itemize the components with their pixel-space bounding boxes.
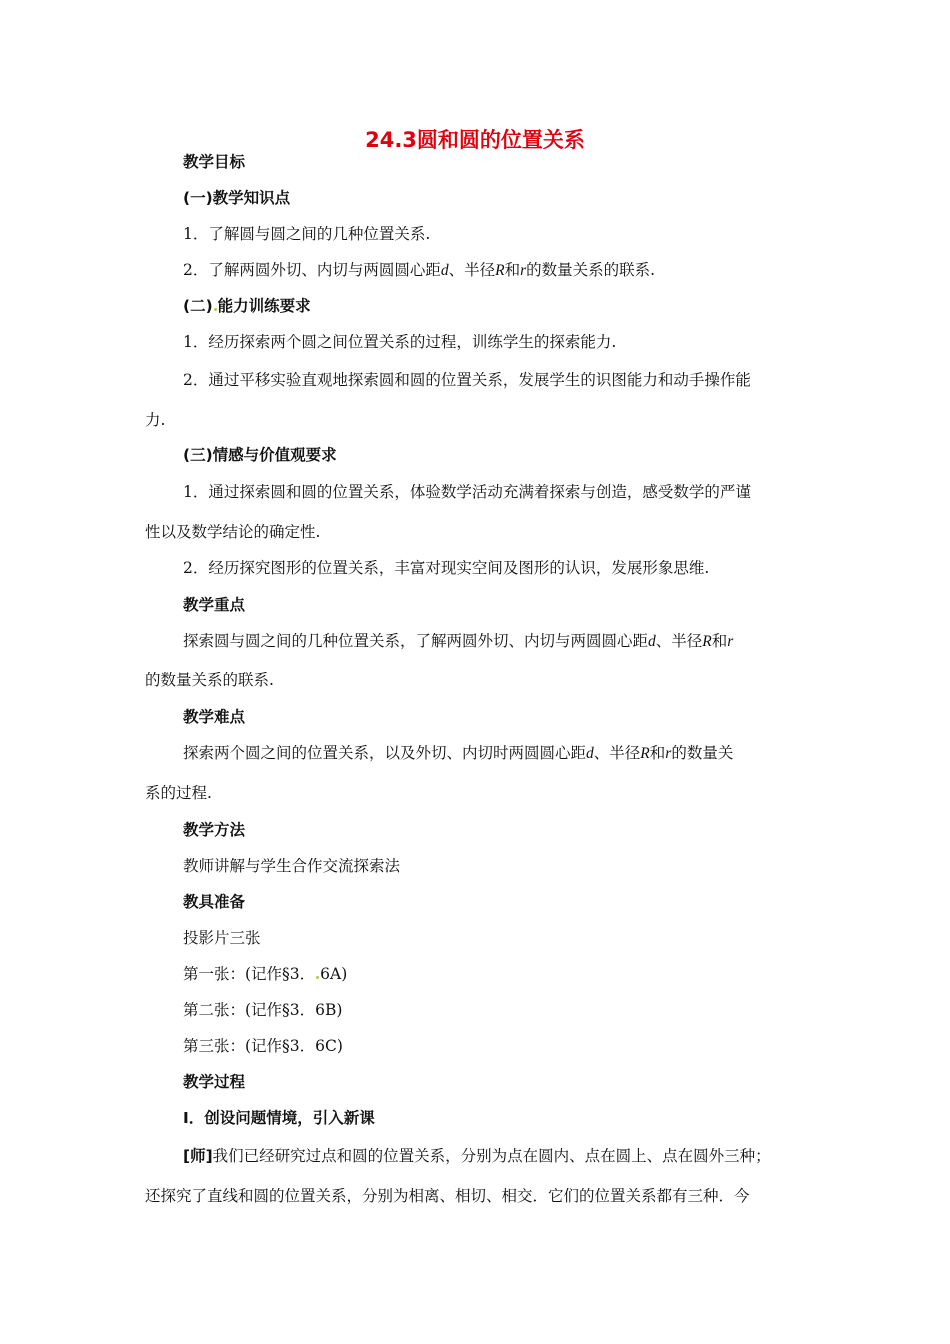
text-segment: 的数量关 [671, 744, 734, 762]
text-segment: (二) [183, 297, 213, 315]
variable-d: d [586, 745, 594, 762]
heading-teaching-tools: 教具准备 [183, 893, 246, 911]
ability-item-2-line-2: 力. [145, 411, 166, 429]
variable-d: d [440, 262, 449, 279]
slide-item-2: 第二张：(记作§3．6B) [183, 1001, 343, 1019]
process-paragraph-line-1 [183, 1146, 771, 1166]
text-segment: 能力训练要求 [217, 297, 311, 315]
text-segment: 2．了解两圆外切、内切与两圆圆心距 [183, 261, 441, 279]
difficult-points-line-2: 系的过程. [145, 784, 212, 802]
text-segment: 第一张：(记作§3． [183, 965, 316, 983]
slide-item-3: 第三张：(记作§3．6C) [183, 1037, 343, 1055]
emotion-item-1-line-1: 1．通过探索圆和圆的位置关系，体验数学活动充满着探索与创造，感受数学的严谨 [183, 483, 751, 501]
variable-R: R [495, 262, 505, 279]
heading-difficult-points: 教学难点 [183, 708, 246, 726]
ability-item-2-line-1: 2．通过平移实验直观地探索圆和圆的位置关系，发展学生的识图能力和动手操作能 [183, 371, 751, 389]
variable-r: r [520, 262, 527, 279]
teacher-tag: [师] [183, 1147, 213, 1165]
variable-d: d [648, 633, 656, 650]
slide-item-1 [183, 964, 347, 984]
key-points-line-1 [183, 631, 733, 652]
variable-r: r [665, 745, 672, 762]
knowledge-item-1: 1．了解圆与圆之间的几种位置关系. [183, 225, 431, 243]
text-segment: 我们已经研究过点和圆的位置关系，分别为点在圆内、点在圆上、点在圆外三种； [212, 1147, 771, 1165]
document-title: 24.3圆和圆的位置关系 [365, 128, 585, 152]
text-segment: 和 [649, 744, 666, 762]
knowledge-item-2 [183, 260, 655, 281]
text-segment: 和 [504, 261, 521, 279]
ability-item-1: 1．经历探索两个圆之间位置关系的过程，训练学生的探索能力. [183, 333, 617, 351]
text-segment: 、半径 [593, 744, 641, 762]
heading-teaching-method: 教学方法 [183, 821, 246, 839]
variable-R: R [640, 745, 650, 762]
subheading-knowledge-points: (一)教学知识点 [183, 189, 291, 207]
variable-r: r [727, 633, 734, 650]
process-step-1-heading: Ⅰ．创设问题情境，引入新课 [183, 1109, 375, 1127]
speck-mark [316, 976, 319, 979]
emotion-item-1-line-2: 性以及数学结论的确定性. [145, 523, 321, 541]
text-segment: 的数量关系的联系. [526, 261, 656, 279]
subheading-emotion-values: (三)情感与价值观要求 [183, 446, 337, 464]
heading-key-points: 教学重点 [183, 596, 246, 614]
speck-mark [214, 308, 217, 311]
teaching-method-text: 教师讲解与学生合作交流探索法 [183, 857, 401, 875]
text-segment: 、半径 [448, 261, 496, 279]
emotion-item-2: 2．经历探究图形的位置关系，丰富对现实空间及图形的认识，发展形象思维. [183, 559, 710, 577]
difficult-points-line-1 [183, 743, 733, 764]
teaching-tools-text: 投影片三张 [183, 929, 261, 947]
text-segment: 和 [711, 632, 728, 650]
heading-teaching-process: 教学过程 [183, 1073, 246, 1091]
variable-R: R [702, 633, 712, 650]
text-segment: 6A) [320, 965, 348, 983]
subheading-ability-requirements [183, 296, 311, 316]
heading-teaching-goals: 教学目标 [183, 153, 246, 171]
key-points-line-2: 的数量关系的联系. [145, 671, 274, 689]
text-segment: 、半径 [655, 632, 703, 650]
text-segment: 探索两个圆之间的位置关系，以及外切、内切时两圆圆心距 [183, 744, 587, 762]
text-segment: 探索圆与圆之间的几种位置关系，了解两圆外切、内切与两圆圆心距 [183, 632, 649, 650]
process-paragraph-line-2: 还探究了直线和圆的位置关系，分别为相离、相切、相交．它们的位置关系都有三种．今 [145, 1187, 750, 1205]
